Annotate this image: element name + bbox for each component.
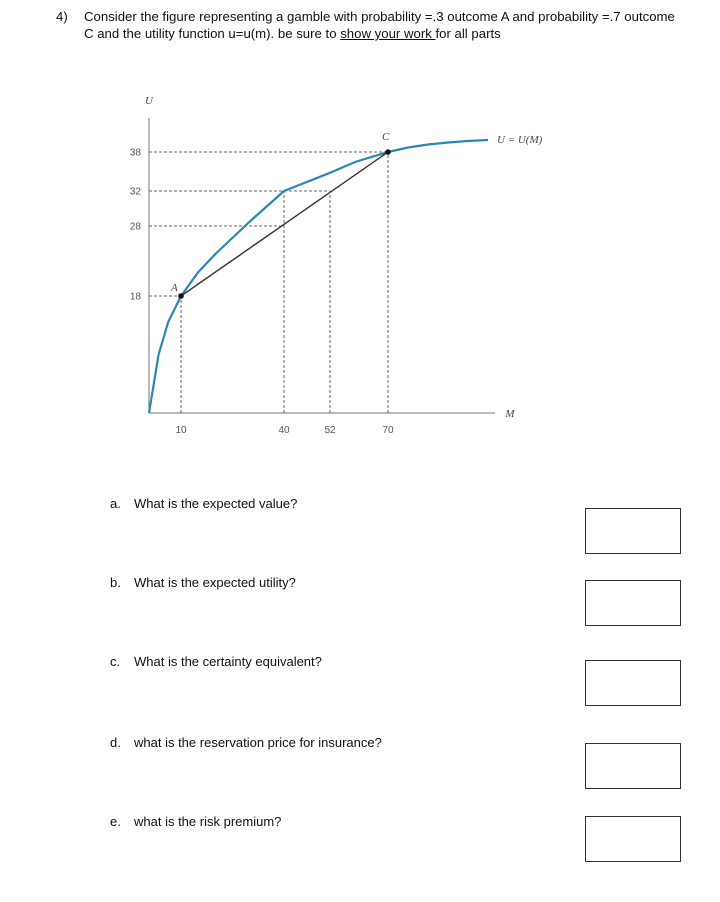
x-tick-label: 52 [324, 425, 336, 436]
y-tick-label: 32 [129, 186, 141, 198]
answer-box-d[interactable] [585, 743, 681, 789]
answer-box-c[interactable] [585, 660, 681, 706]
part-text: what is the reservation price for insurance? [134, 735, 382, 750]
part-text: What is the expected utility? [134, 575, 296, 590]
part-text: What is the certainty equivalent? [134, 654, 322, 669]
part-text: What is the expected value? [134, 496, 298, 511]
question-number: 4) [56, 9, 68, 24]
part-text: what is the risk premium? [134, 814, 282, 829]
question-text-underlined: show your work [340, 26, 436, 41]
answer-box-e[interactable] [585, 816, 681, 862]
point-c [385, 149, 391, 155]
part-letter: c. [110, 654, 121, 669]
y-axis-label: U [145, 95, 153, 107]
point-label-a: A [171, 282, 178, 294]
part-b [110, 575, 296, 590]
y-tick-label: 38 [129, 147, 141, 159]
y-tick-label: 28 [129, 221, 141, 233]
x-tick-label: 70 [382, 425, 394, 436]
part-letter: b. [110, 575, 121, 590]
question-text-main: Consider the figure representing a gamble with probability =.3 outcome A and probability =.7 outcome C and the utility function u=u(m). be sure to [84, 9, 675, 41]
y-tick-label: 18 [129, 291, 141, 303]
part-a [110, 496, 297, 511]
x-axis-label: M [505, 408, 515, 420]
point-a [178, 293, 184, 299]
point-label-c: C [382, 131, 390, 143]
x-tick-label: 10 [175, 425, 187, 436]
answer-box-b[interactable] [585, 580, 681, 626]
part-c [110, 654, 322, 669]
answer-box-a[interactable] [585, 508, 681, 554]
x-tick-label: 40 [278, 425, 290, 436]
chord-line [181, 152, 388, 296]
utility-curve [149, 140, 488, 413]
curve-label: U = U(M) [497, 134, 543, 146]
part-d [110, 735, 382, 750]
part-letter: e. [110, 814, 121, 829]
part-letter: d. [110, 735, 121, 750]
part-letter: a. [110, 496, 121, 511]
question-text-end: for all parts [435, 26, 501, 41]
part-e [110, 814, 281, 829]
